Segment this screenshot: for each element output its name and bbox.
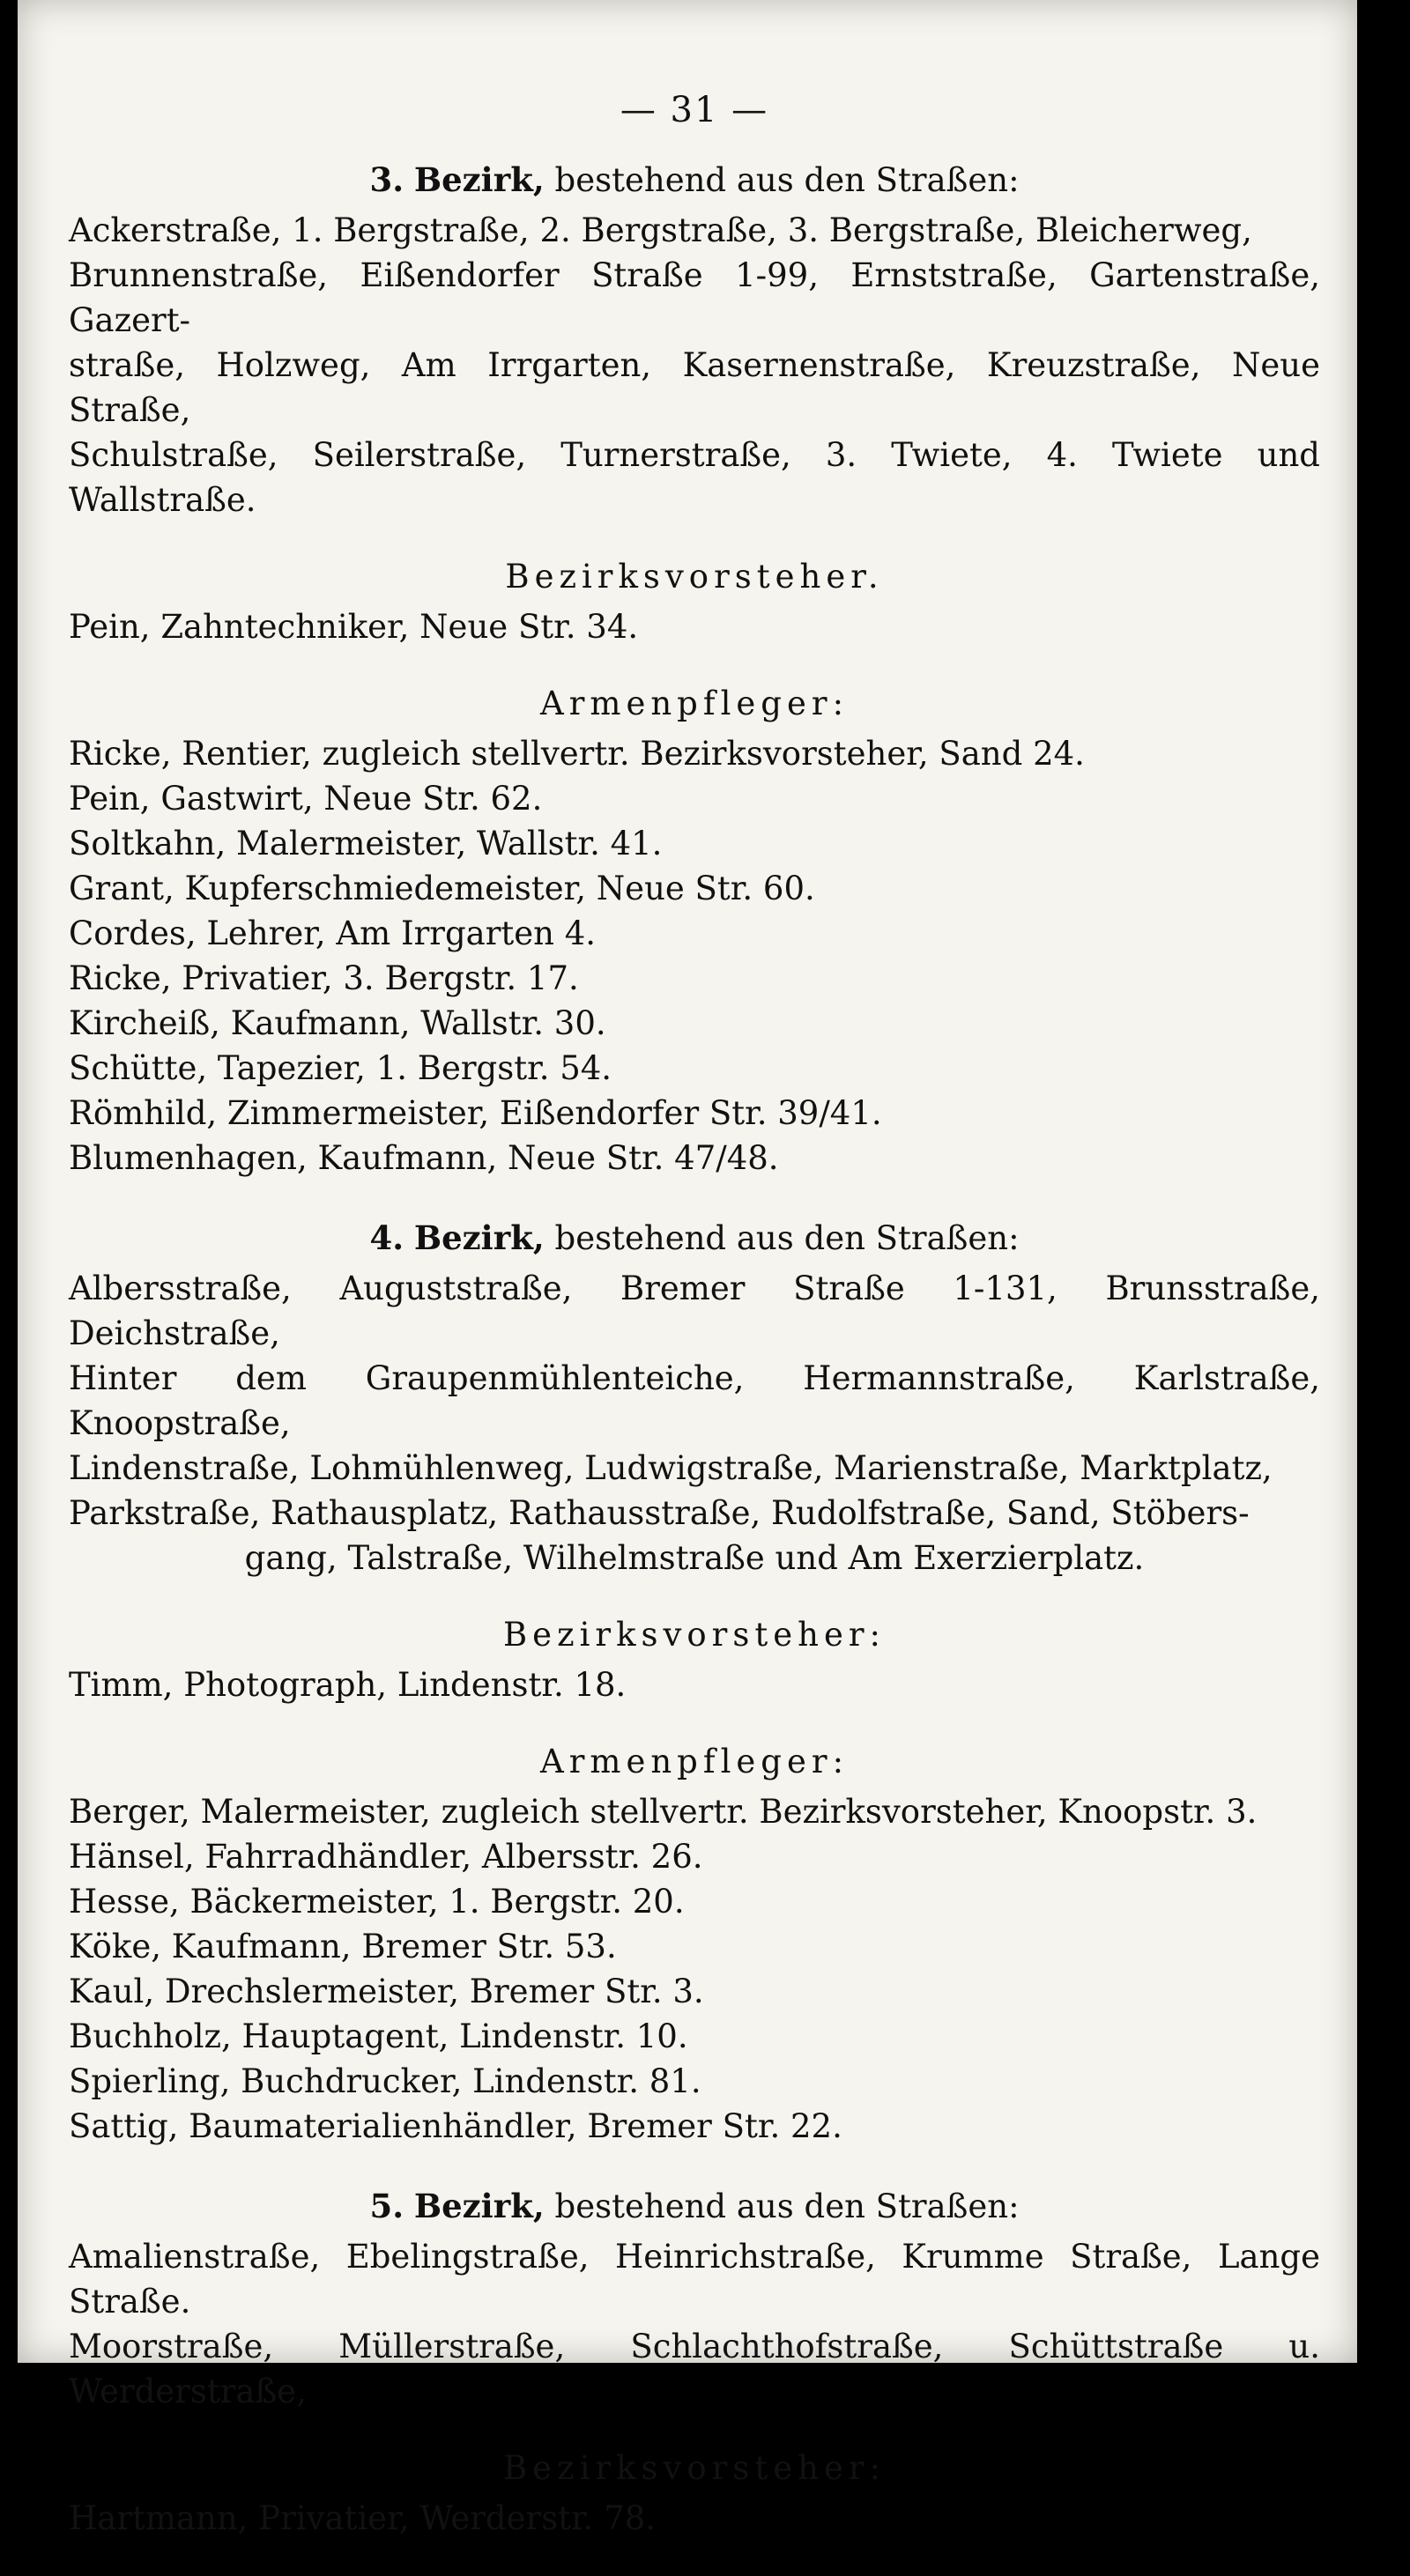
- district-4-heading: [69, 1216, 1320, 1261]
- district-5-word: Bezirk,: [413, 2187, 545, 2225]
- district-3-guardian-4: Grant, Kupferschmiedemeister, Neue Str. 60.: [69, 870, 815, 907]
- district-5-heading: [69, 2184, 1320, 2229]
- page-content: [69, 88, 1320, 2576]
- scan-edge-left: [0, 0, 18, 2363]
- district-3-streets-line-4: Schulstraße, Seilerstraße, Turnerstraße, 3. Twiete, 4. Twiete und Wallstraße.: [69, 436, 1320, 519]
- district-3-word: Bezirk,: [413, 160, 545, 199]
- district-3-heading-rest: bestehend aus den Straßen:: [554, 161, 1020, 199]
- scan-edge-right: [1357, 0, 1410, 2363]
- district-3-guardian-1: Ricke, Rentier, zugleich stellvertr. Bezirksvorsteher, Sand 24.: [69, 735, 1085, 773]
- district-4-word: Bezirk,: [413, 1218, 545, 1257]
- district-5-chief-1: Hartmann, Privatier, Werderstr. 78.: [69, 2499, 657, 2537]
- district-4-guardian-4: Köke, Kaufmann, Bremer Str. 53.: [69, 1928, 617, 1965]
- district-4-chief-title: Bezirksvorsteher:: [502, 1616, 886, 1654]
- district-4-guardian-1: Berger, Malermeister, zugleich stellvertr. Bezirksvorsteher, Knoopstr. 3.: [69, 1793, 1258, 1831]
- district-4-heading-rest: bestehend aus den Straßen:: [554, 1219, 1020, 1257]
- district-5-heading-rest: bestehend aus den Straßen:: [554, 2187, 1020, 2225]
- district-3-chief-1: Pein, Zahntechniker, Neue Str. 34.: [69, 608, 639, 646]
- district-3-number: 3.: [369, 160, 404, 199]
- district-3-chief-title: Bezirksvorsteher.: [505, 558, 884, 596]
- district-3-streets-line-3: straße, Holzweg, Am Irrgarten, Kasernenstraße, Kreuzstraße, Neue Straße,: [69, 346, 1320, 429]
- district-4-guardian-5: Kaul, Drechslermeister, Bremer Str. 3.: [69, 1973, 704, 2010]
- district-3-guardian-7: Kircheiß, Kaufmann, Wallstr. 30.: [69, 1004, 606, 1042]
- district-3-guardian-6: Ricke, Privatier, 3. Bergstr. 17.: [69, 959, 579, 997]
- page-number: — 31 —: [620, 90, 769, 130]
- district-5-number: 5.: [369, 2187, 404, 2225]
- district-4-guardians-title: Armenpfleger:: [539, 1743, 850, 1780]
- district-4-streets-line-3: Lindenstraße, Lohmühlenweg, Ludwigstraße, Marienstraße, Marktplatz,: [69, 1449, 1273, 1487]
- district-3-guardian-5: Cordes, Lehrer, Am Irrgarten 4.: [69, 914, 597, 952]
- district-3-guardian-3: Soltkahn, Malermeister, Wallstr. 41.: [69, 825, 663, 862]
- district-3-streets-line-2: Brunnenstraße, Eißendorfer Straße 1-99, Ernststraße, Gartenstraße, Gazert-: [69, 256, 1320, 339]
- district-4-number: 4.: [369, 1218, 404, 1257]
- district-3-guardian-10: Blumenhagen, Kaufmann, Neue Str. 47/48.: [69, 1139, 779, 1177]
- district-4-chief-1: Timm, Photograph, Lindenstr. 18.: [69, 1666, 627, 1704]
- district-4-guardian-8: Sattig, Baumaterialienhändler, Bremer Str. 22.: [69, 2107, 842, 2145]
- document-page: [18, 0, 1357, 2537]
- district-3-streets-line-1: Ackerstraße, 1. Bergstraße, 2. Bergstraße, 3. Bergstraße, Bleicherweg,: [69, 211, 1252, 249]
- district-4-guardian-3: Hesse, Bäckermeister, 1. Bergstr. 20.: [69, 1883, 685, 1921]
- district-4-guardian-2: Hänsel, Fahrradhändler, Albersstr. 26.: [69, 1838, 703, 1876]
- district-3-guardian-8: Schütte, Tapezier, 1. Bergstr. 54.: [69, 1049, 612, 1087]
- district-3-section: [69, 158, 1320, 1181]
- district-3-guardian-9: Römhild, Zimmermeister, Eißendorfer Str. 39/41.: [69, 1094, 882, 1132]
- district-5-streets-line-2: Moorstraße, Müllerstraße, Schlachthofstraße, Schüttstraße u. Werderstraße,: [69, 2328, 1320, 2410]
- district-4-streets-line-1: Albersstraße, Auguststraße, Bremer Straße 1-131, Brunsstraße, Deichstraße,: [69, 1269, 1320, 1352]
- district-4-streets-line-4: Parkstraße, Rathausplatz, Rathausstraße, Rudolfstraße, Sand, Stöbers-: [69, 1494, 1250, 1532]
- district-4-streets-line-2: Hinter dem Graupenmühlenteiche, Hermannstraße, Karlstraße, Knoopstraße,: [69, 1359, 1320, 1442]
- district-5-chief-title: Bezirksvorsteher:: [502, 2449, 886, 2487]
- district-4-guardian-6: Buchholz, Hauptagent, Lindenstr. 10.: [69, 2017, 688, 2055]
- district-5-streets-line-1: Amalienstraße, Ebelingstraße, Heinrichstraße, Krumme Straße, Lange Straße.: [69, 2238, 1320, 2321]
- district-3-heading: [69, 158, 1320, 203]
- district-3-guardian-2: Pein, Gastwirt, Neue Str. 62.: [69, 780, 543, 818]
- district-4-section: [69, 1216, 1320, 2149]
- district-4-streets-line-5: gang, Talstraße, Wilhelmstraße und Am Exerzierplatz.: [244, 1539, 1145, 1577]
- district-3-guardians-title: Armenpfleger:: [539, 685, 850, 722]
- district-4-guardian-7: Spierling, Buchdrucker, Lindenstr. 81.: [69, 2062, 701, 2100]
